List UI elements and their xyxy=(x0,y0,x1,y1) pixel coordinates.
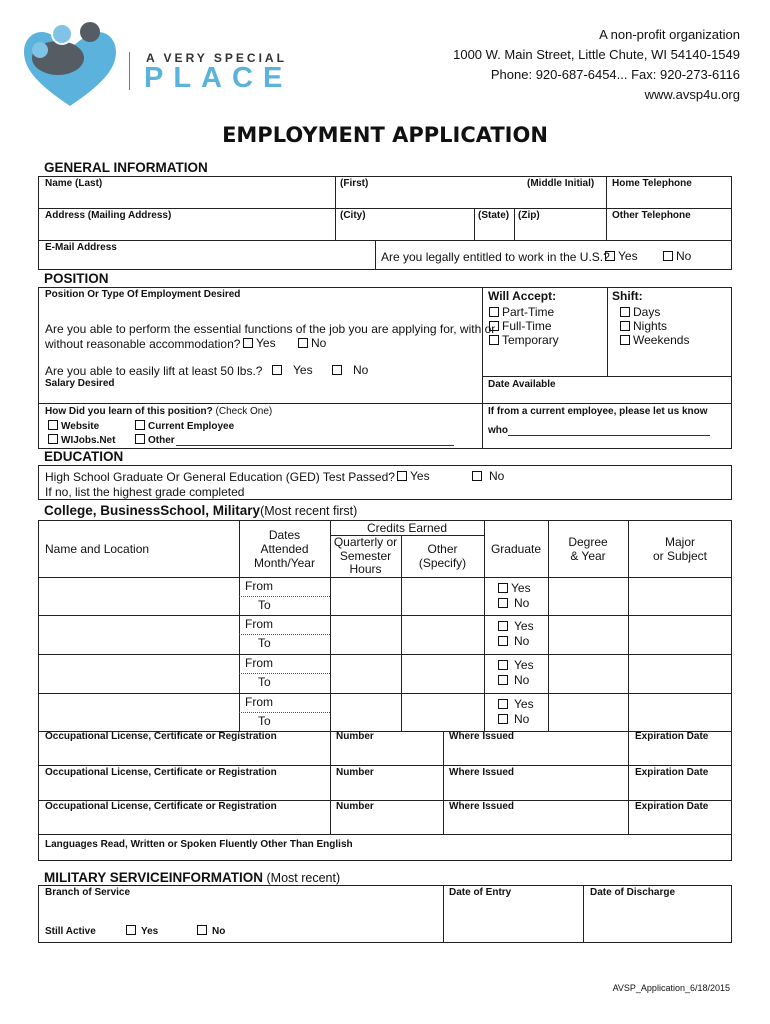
col-other: Other (Specify) xyxy=(418,542,467,570)
legal-work-question: Are you legally entitled to work in the U.S.? xyxy=(381,250,610,264)
checkbox-icon[interactable] xyxy=(126,925,136,935)
col-degree: Degree & Year xyxy=(568,535,608,563)
license-label-1: Occupational License, Certificate or Registration xyxy=(45,731,277,742)
checkbox-icon[interactable] xyxy=(298,338,308,348)
military-heading: MILITARY SERVICEINFORMATION (Most recent) xyxy=(44,870,341,885)
license-exp-1: Expiration Date xyxy=(635,731,709,742)
accept-temporary[interactable]: Temporary xyxy=(489,333,559,347)
home-telephone-label: Home Telephone xyxy=(612,178,692,189)
hs-no-option[interactable]: No xyxy=(472,469,504,483)
hs-question: High School Graduate Or General Education (GED) Test Passed? xyxy=(45,470,395,484)
essential-no-option[interactable]: No xyxy=(298,336,326,350)
org-address: 1000 W. Main Street, Little Chute, WI 54140-1549 xyxy=(453,47,740,62)
legal-no-option[interactable]: No xyxy=(663,249,691,263)
row2-no[interactable]: No xyxy=(498,634,529,648)
checkbox-icon[interactable] xyxy=(489,307,499,317)
learn-other-option[interactable]: Other xyxy=(135,434,175,446)
col-credits-earned: Credits Earned xyxy=(366,521,448,535)
learn-current-employee-option[interactable]: Current Employee xyxy=(135,420,234,432)
checkbox-icon[interactable] xyxy=(620,307,630,317)
college-heading: College, BusinessSchool, Military(Most recent first) xyxy=(44,503,358,518)
checkbox-icon[interactable] xyxy=(272,365,282,375)
checkbox-icon[interactable] xyxy=(605,251,615,261)
checkbox-icon[interactable] xyxy=(135,420,145,430)
checkbox-icon[interactable] xyxy=(48,420,58,430)
essential-question-line1: Are you able to perform the essential functions of the job you are applying for, with or xyxy=(45,322,496,336)
middle-initial-label: (Middle Initial) xyxy=(527,178,595,189)
checkbox-icon[interactable] xyxy=(48,434,58,444)
row4-to: To xyxy=(258,714,271,728)
checkbox-icon[interactable] xyxy=(197,925,207,935)
row1-no[interactable]: No xyxy=(498,596,529,610)
branch-label: Branch of Service xyxy=(45,887,131,898)
address-label: Address (Mailing Address) xyxy=(45,210,172,221)
logo-divider xyxy=(129,52,130,90)
checkbox-icon[interactable] xyxy=(498,598,508,608)
col-name-location: Name and Location xyxy=(45,542,150,556)
lift-yes-option[interactable]: Yes xyxy=(272,363,313,377)
other-specify-line[interactable] xyxy=(176,445,454,446)
shift-weekends[interactable]: Weekends xyxy=(620,333,689,347)
shift-nights[interactable]: Nights xyxy=(620,319,667,333)
shift-label: Shift: xyxy=(612,289,643,303)
col-quarterly: Quarterly or Semester Hours xyxy=(333,535,398,576)
checkbox-icon[interactable] xyxy=(620,335,630,345)
checkbox-icon[interactable] xyxy=(489,335,499,345)
checkbox-icon[interactable] xyxy=(135,434,145,444)
legal-yes-option[interactable]: Yes xyxy=(605,249,638,263)
essential-yes-option[interactable]: Yes xyxy=(243,336,276,350)
checkbox-icon[interactable] xyxy=(332,365,342,375)
license-number-3: Number xyxy=(336,801,374,812)
row3-to: To xyxy=(258,675,271,689)
footer-form-id: AVSP_Application_6/18/2015 xyxy=(612,983,730,993)
logo-text-bottom: PLACE xyxy=(144,62,293,94)
essential-question-line2: without reasonable accommodation? xyxy=(45,337,241,351)
position-type-label: Position Or Type Of Employment Desired xyxy=(45,289,241,300)
accept-part-time[interactable]: Part-Time xyxy=(489,305,554,319)
learn-website-option[interactable]: Website xyxy=(48,420,99,432)
checkbox-icon[interactable] xyxy=(397,471,407,481)
license-number-2: Number xyxy=(336,767,374,778)
shift-days[interactable]: Days xyxy=(620,305,660,319)
still-active-label: Still Active xyxy=(45,926,96,937)
discharge-date-label: Date of Discharge xyxy=(590,887,676,898)
current-employee-note: If from a current employee, please let us know xyxy=(488,406,708,417)
license-exp-2: Expiration Date xyxy=(635,767,709,778)
zip-label: (Zip) xyxy=(518,210,540,221)
page-title: EMPLOYMENT APPLICATION xyxy=(222,123,548,147)
city-label: (City) xyxy=(340,210,366,221)
row1-to: To xyxy=(258,598,271,612)
col-dates: Dates Attended Month/Year xyxy=(254,528,315,570)
license-label-2: Occupational License, Certificate or Registration xyxy=(45,767,277,778)
hs-yes-option[interactable]: Yes xyxy=(397,469,430,483)
learn-wijobs-option[interactable]: WIJobs.Net xyxy=(48,434,115,446)
accept-full-time[interactable]: Full-Time xyxy=(489,319,552,333)
checkbox-icon[interactable] xyxy=(498,621,508,631)
who-label: who xyxy=(488,425,508,436)
salary-label: Salary Desired xyxy=(45,378,115,389)
col-major: Major or Subject xyxy=(652,535,708,563)
still-active-yes[interactable]: Yes xyxy=(126,925,158,937)
position-heading: POSITION xyxy=(44,271,109,286)
entry-date-label: Date of Entry xyxy=(449,887,512,898)
license-where-1: Where Issued xyxy=(449,731,515,742)
name-last-label: Name (Last) xyxy=(45,178,103,189)
email-label: E-Mail Address xyxy=(45,242,117,253)
date-available-label: Date Available xyxy=(488,379,556,390)
general-heading: GENERAL INFORMATION xyxy=(44,160,208,175)
license-label-3: Occupational License, Certificate or Registration xyxy=(45,801,277,812)
learn-question: How Did you learn of this position? (Check One) xyxy=(45,406,273,417)
other-telephone-label: Other Telephone xyxy=(612,210,691,221)
row1-yes[interactable]: Yes xyxy=(498,581,531,595)
row4-yes[interactable]: Yes xyxy=(498,697,534,711)
row2-yes[interactable]: Yes xyxy=(498,619,534,633)
checkbox-icon[interactable] xyxy=(498,636,508,646)
logo-text-top: A VERY SPECIAL xyxy=(146,51,287,65)
row3-from: From xyxy=(245,656,273,670)
first-name-label: (First) xyxy=(340,178,369,189)
checkbox-icon[interactable] xyxy=(498,583,508,593)
checkbox-icon[interactable] xyxy=(663,251,673,261)
hs-note: If no, list the highest grade completed xyxy=(45,485,245,499)
avsp-logo-mark xyxy=(20,14,120,108)
will-accept-label: Will Accept: xyxy=(488,289,557,303)
education-heading: EDUCATION xyxy=(44,449,124,464)
who-field-line[interactable] xyxy=(508,435,710,436)
checkbox-icon[interactable] xyxy=(498,660,508,670)
lift-no-option[interactable]: No xyxy=(332,363,368,377)
checkbox-icon[interactable] xyxy=(498,699,508,709)
row4-no[interactable]: No xyxy=(498,712,529,726)
checkbox-icon[interactable] xyxy=(243,338,253,348)
license-exp-3: Expiration Date xyxy=(635,801,709,812)
row3-yes[interactable]: Yes xyxy=(498,658,534,672)
still-active-no[interactable]: No xyxy=(197,925,225,937)
checkbox-icon[interactable] xyxy=(498,675,508,685)
languages-label: Languages Read, Written or Spoken Fluently Other Than English xyxy=(45,839,353,850)
lift-question: Are you able to easily lift at least 50 lbs.? xyxy=(45,364,263,378)
org-type: A non-profit organization xyxy=(599,27,740,42)
row1-from: From xyxy=(245,579,273,593)
checkbox-icon[interactable] xyxy=(472,471,482,481)
license-where-2: Where Issued xyxy=(449,767,515,778)
org-phone: Phone: 920-687-6454... Fax: 920-273-6116 xyxy=(490,67,740,82)
org-website[interactable]: www.avsp4u.org xyxy=(644,87,740,102)
col-graduate: Graduate xyxy=(490,542,542,556)
license-where-3: Where Issued xyxy=(449,801,515,812)
row2-from: From xyxy=(245,617,273,631)
row4-from: From xyxy=(245,695,273,709)
state-label: (State) xyxy=(478,210,510,221)
license-number-1: Number xyxy=(336,731,374,742)
checkbox-icon[interactable] xyxy=(620,321,630,331)
checkbox-icon[interactable] xyxy=(498,714,508,724)
row3-no[interactable]: No xyxy=(498,673,529,687)
row2-to: To xyxy=(258,636,271,650)
